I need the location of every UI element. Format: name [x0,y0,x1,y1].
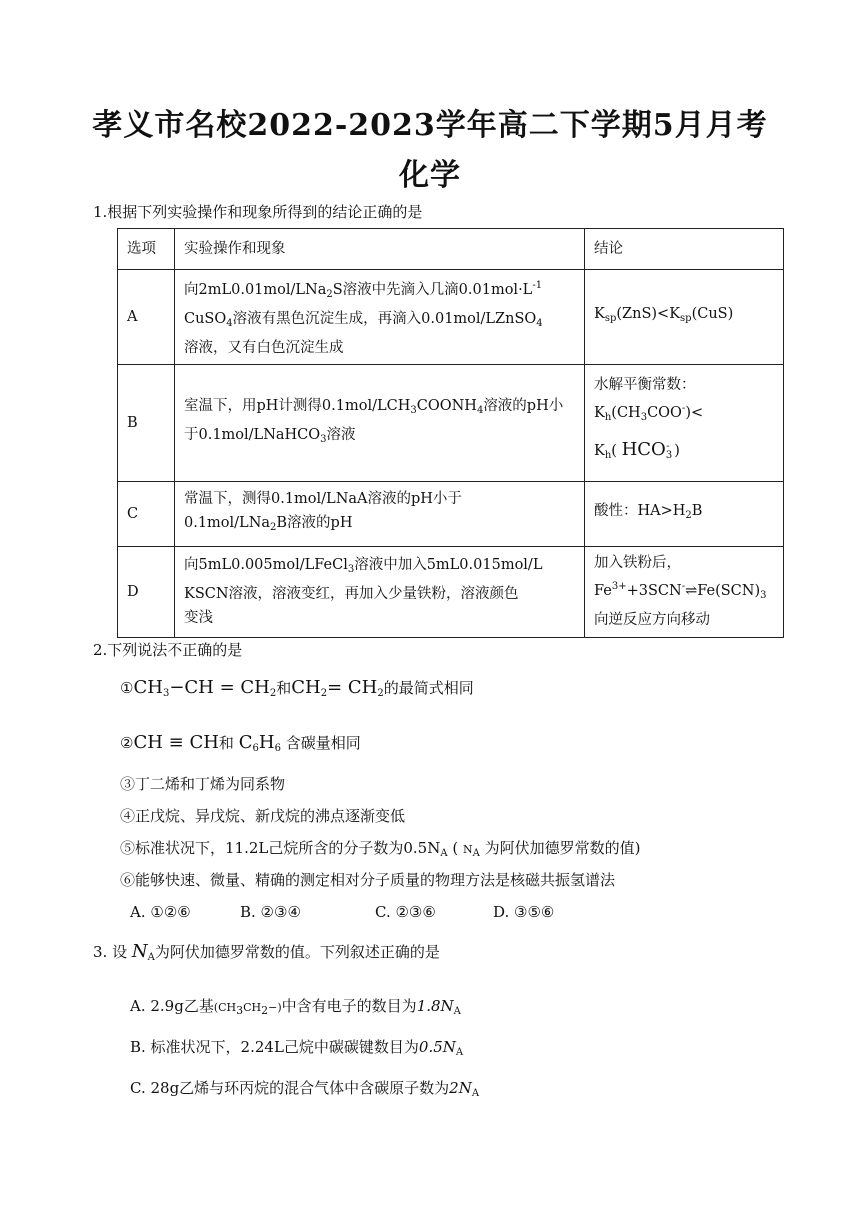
table-row [118,270,784,365]
option-b[interactable]: B. ②③④ [240,903,301,921]
conclusion-cell: 酸性：$HA>H_2B$ [585,481,784,546]
table-row [118,481,784,546]
q3-option-b[interactable]: B. 标准状况下，2.24L己烷中碳碳键数目为$0.5N_A$ [130,1038,464,1058]
operation-cell: 向2mL0.01mol/LNa$_2$S溶液中先滴入几滴$0.01mol\cdot L^{-1}$ CuSO$_4$溶液有黑色沉淀生成，再滴入0.01mol/LZnSO$_4$ 溶液，又有白色沉淀生成 [175,270,585,365]
table-row [118,364,784,481]
table-header-row [118,229,784,270]
statement-5: ⑤标准状况下，11.2L己烷所含的分子数为$0.5N_A$ ( $N_A$ 为阿伏加德罗常数的值) [120,839,641,859]
table-row [118,546,784,637]
experiment-table [117,228,784,638]
subject-title: 化学 [399,158,461,193]
question-2-options [130,902,554,922]
q3-option-c[interactable]: C. 28g乙烯与环丙烷的混合气体中含碳原子数为$2N_A$ [130,1079,480,1099]
option-c[interactable]: C. ②③⑥ [375,903,436,921]
statement-4: ④正戊烷、异戊烷、新戊烷的沸点逐渐变低 [120,807,406,825]
statement-6: ⑥能够快速、微量、精确的测定相对分子质量的物理方法是核磁共振氢谱法 [120,871,616,889]
operation-cell: 常温下，测得0.1mol/LNaA溶液的pH小于 0.1mol/LNa$_2$B溶液的pH [175,481,585,546]
statement-1: $①CH_3-CH = CH_2$和$CH_2= CH_2$的最简式相同 [120,677,474,699]
option-label: A [118,270,175,365]
header-operation: 实验操作和现象 [175,229,585,270]
operation-cell: 室温下，用pH计测得$0.1mol/LCH_3COONH_4$溶液的pH小于0.1mol/LNaHCO$_3$溶液 [175,364,585,481]
page-title: 孝义市名校2022-2023学年高二下学期5月月考 [92,108,768,143]
question-2-stem: 2.下列说法不正确的是 [93,641,243,659]
option-label: D [118,546,175,637]
option-label: C [118,481,175,546]
statement-2: ②CH ≡ CH和 $C_6H_6$ 含碳量相同 [120,732,361,754]
conclusion-cell: 加入铁粉后， $Fe^{3+}+3SCN^-\rightleftharpoons Fe(SCN)_3$ 向逆反应方向移动 [585,546,784,637]
question-3-stem: 3. 设 $N_A$为阿伏加德罗常数的值。下列叙述正确的是 [93,941,440,963]
statement-3: ③丁二烯和丁烯为同系物 [120,775,286,793]
header-conclusion: 结论 [585,229,784,270]
option-a[interactable]: A. ①②⑥ [130,903,191,921]
option-label: B [118,364,175,481]
conclusion-cell: $K_{sp}(ZnS)<K_{sp}(CuS)$ [585,270,784,365]
header-option: 选项 [118,229,175,270]
q3-option-a[interactable]: A. 2.9g乙基$(CH_3CH_2-)$中含有电子的数目为$1.8N_A$ [130,997,461,1017]
conclusion-cell: 水解平衡常数： $K_h(CH_3COO^-)<$ $K_h$( $HCO_3^-$ ) [585,364,784,481]
operation-cell: 向5mL0.005mol/LFeCl$_3$溶液中加入5mL0.015mol/L KSCN溶液，溶液变红，再加入少量铁粉，溶液颜色 变浅 [175,546,585,637]
option-d[interactable]: D. ③⑤⑥ [493,903,555,921]
question-1-stem: 1.根据下列实验操作和现象所得到的结论正确的是 [93,203,423,221]
